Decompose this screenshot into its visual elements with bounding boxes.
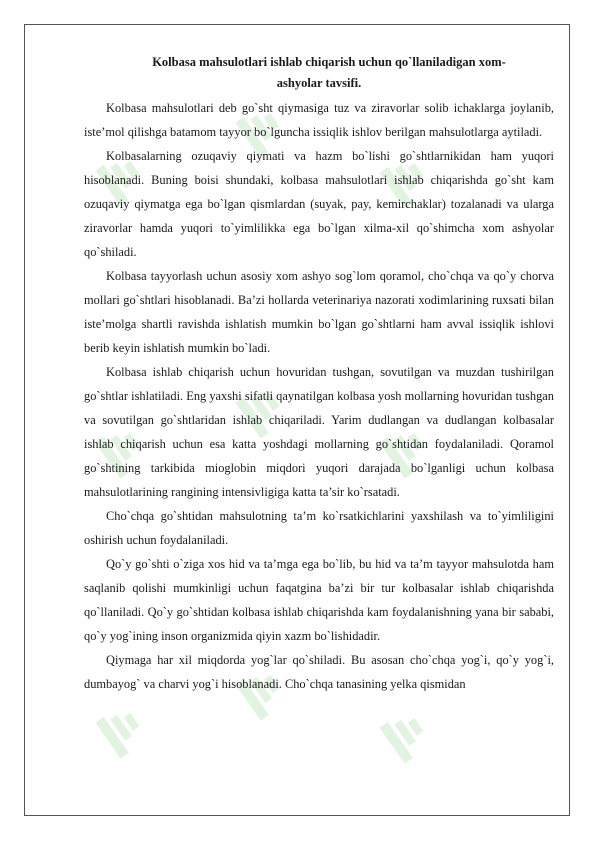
paragraph: Kolbasa ishlab chiqarish uchun hovuridan tushgan, sovutilgan va muzdan tushirilgan go`shtlar ishlatiladi. Eng yaxshi sifatli qaynatilgan kolbasa yosh mollarning hovuridan tushgan va sovutilgan go`shtlaridan ishlab chiqariladi. Yarim dudlangan va dudlangan kolbasalar ishlab chiqarish uchun esa katta yoshdagi mollarning go`shtidan foydalaniladi. Qoramol go`shtining tarkibida mioglobin miqdori yuqori darajada bo`lganligi uchun kolbasa mahsulotlarining rangining intensivligiga katta ta’sir ko`rsatadi. <box>84 365 554 499</box>
title-line: Kolbasa mahsulotlari ishlab chiqarish uchun qo`llaniladigan xom- <box>152 55 506 69</box>
paragraph: Kolbasalarning ozuqaviy qiymati va hazm bo`lishi go`shtlarnikidan ham yuqori hisoblanadi. Buning boisi shundaki, kolbasa mahsulotlari ishlab chiqarishda go`sht kam ozuqaviy qiymatga ega bo`lgan qismlardan (suyak, pay, kemirchaklar) tozalanadi va ularga ziravorlar hamda yuqori to`yimlilikka ega bo`lgan xilma-xil qo`shimcha xom ashyolar qo`shiladi. <box>84 149 554 259</box>
page-title <box>84 52 554 94</box>
paragraph: Kolbasa mahsulotlari deb go`sht qiymasiga tuz va ziravorlar solib ichaklarga joylanib, iste’mol qilishga batamom tayyor bo`lguncha issiqlik ishlov berilgan mahsulotlarga aytiladi. <box>84 101 554 139</box>
paragraph: Qo`y go`shti o`ziga xos hid va ta’mga ega bo`lib, bu hid va ta’m tayyor mahsulotda ham saqlanib qolishi mumkinligi uchun faqatgina ba’zi bir tur kolbasalar ishlab chiqarishda qo`llaniladi. Qo`y go`shtidan kolbasa ishlab chiqarishda kam foydalanishning yana bir sababi, qo`y yog`ining inson organizmida qiyin xazm bo`lishidadir. <box>84 557 554 643</box>
paragraph: Kolbasa tayyorlash uchun asosiy xom ashyo sog`lom qoramol, cho`chqa va qo`y chorva mollari go`shtlari hisoblanadi. Ba’zi hollarda veterinariya nazorati xodimlarining ruxsati bilan iste’molga shartli ravishda ishlatish mumkin bo`lgan go`shtlarni ham avval issiqlik ishlovi berib keyin ishlatish mumkin bo`ladi. <box>84 269 554 355</box>
paragraph: Cho`chqa go`shtidan mahsulotning ta’m ko`rsatkichlarini yaxshilash va to`yimliligini oshirish uchun foydalaniladi. <box>84 509 554 547</box>
title-line: ashyolar tavsifi. <box>276 76 362 90</box>
paragraph: Qiymaga har xil miqdorda yog`lar qo`shiladi. Bu asosan cho`chqa yog`i, qo`y yog`i, dumbayog` va charvi yog`i hisoblanadi. Cho`chqa tanasining yelka qismidan <box>84 653 554 691</box>
document-body <box>84 52 554 696</box>
